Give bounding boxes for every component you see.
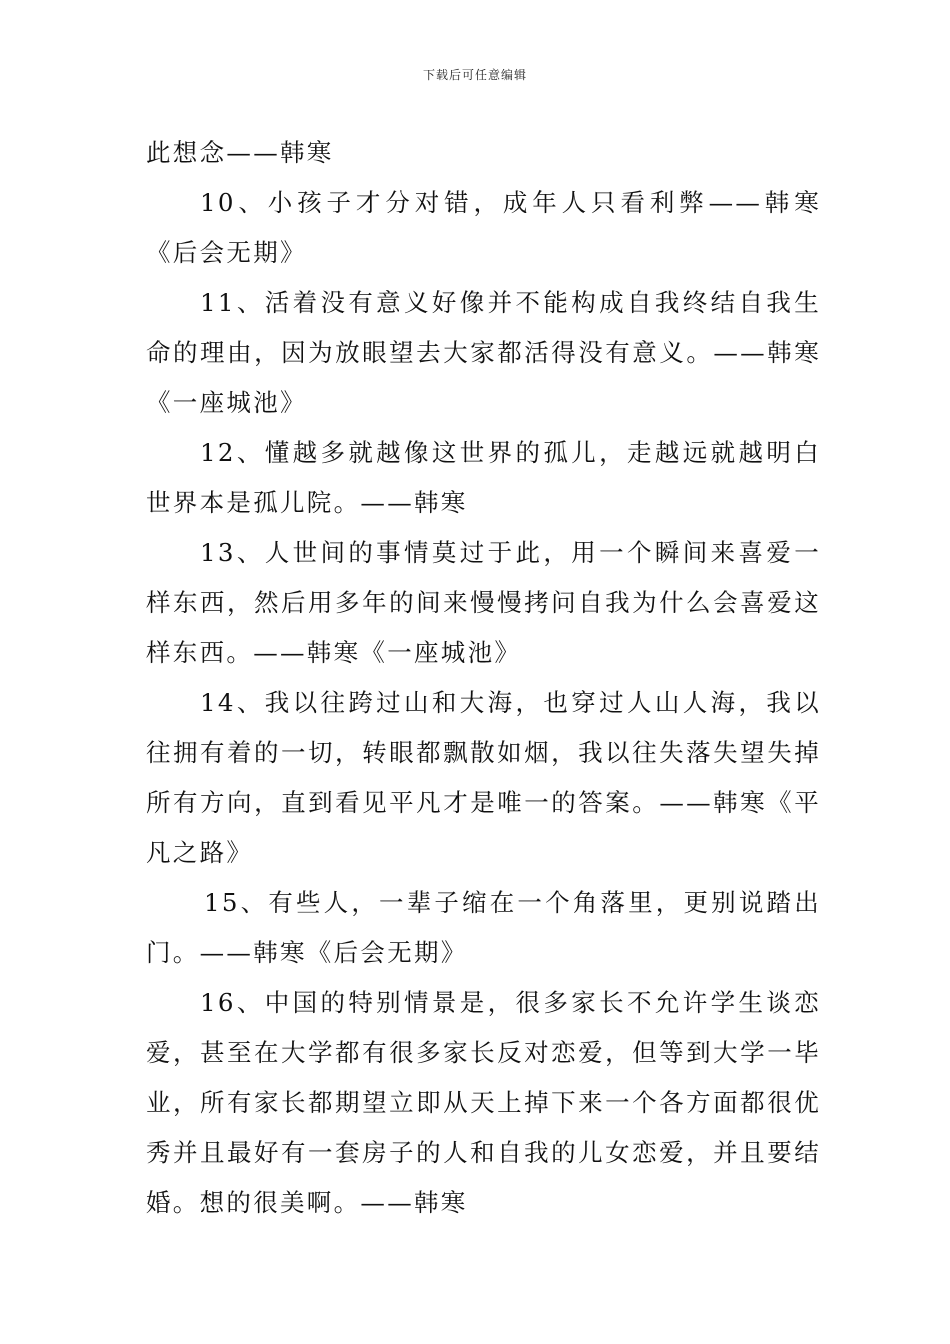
quote-paragraph-14: 14、我以往跨过山和大海，也穿过人山人海，我以往拥有着的一切，转眼都飘散如烟，我以往失落失望失掉所有方向，直到看见平凡才是唯一的答案。——韩寒《平凡之路》 [146, 688, 821, 867]
quote-paragraph-15: 15、有些人，一辈子缩在一个角落里，更别说踏出门。——韩寒《后会无期》 [146, 888, 821, 967]
quote-paragraph-16: 16、中国的特别情景是，很多家长不允许学生谈恋爱，甚至在大学都有很多家长反对恋爱，但等到大学一毕业，所有家长都期望立即从天上掉下来一个各方面都很优秀并且最好有一套房子的人和自我的儿女恋爱，并且要结婚。想的很美啊。——韩寒 [146, 988, 821, 1217]
quote-paragraph-10: 10、小孩子才分对错，成年人只看利弊——韩寒《后会无期》 [146, 188, 821, 267]
quote-paragraph-11: 11、活着没有意义好像并不能构成自我终结自我生命的理由，因为放眼望去大家都活得没有意义。——韩寒《一座城池》 [146, 288, 821, 417]
header-note: 下载后可任意编辑 [422, 68, 527, 82]
quote-paragraph-13: 13、人世间的事情莫过于此，用一个瞬间来喜爱一样东西，然后用多年的间来慢慢拷问自我为什么会喜爱这样东西。——韩寒《一座城池》 [146, 538, 821, 667]
document-body [146, 128, 821, 1228]
quote-paragraph-12: 12、懂越多就越像这世界的孤儿，走越远就越明白世界本是孤儿院。——韩寒 [146, 438, 821, 517]
paragraph-continuation: 此想念——韩寒 [146, 138, 334, 167]
